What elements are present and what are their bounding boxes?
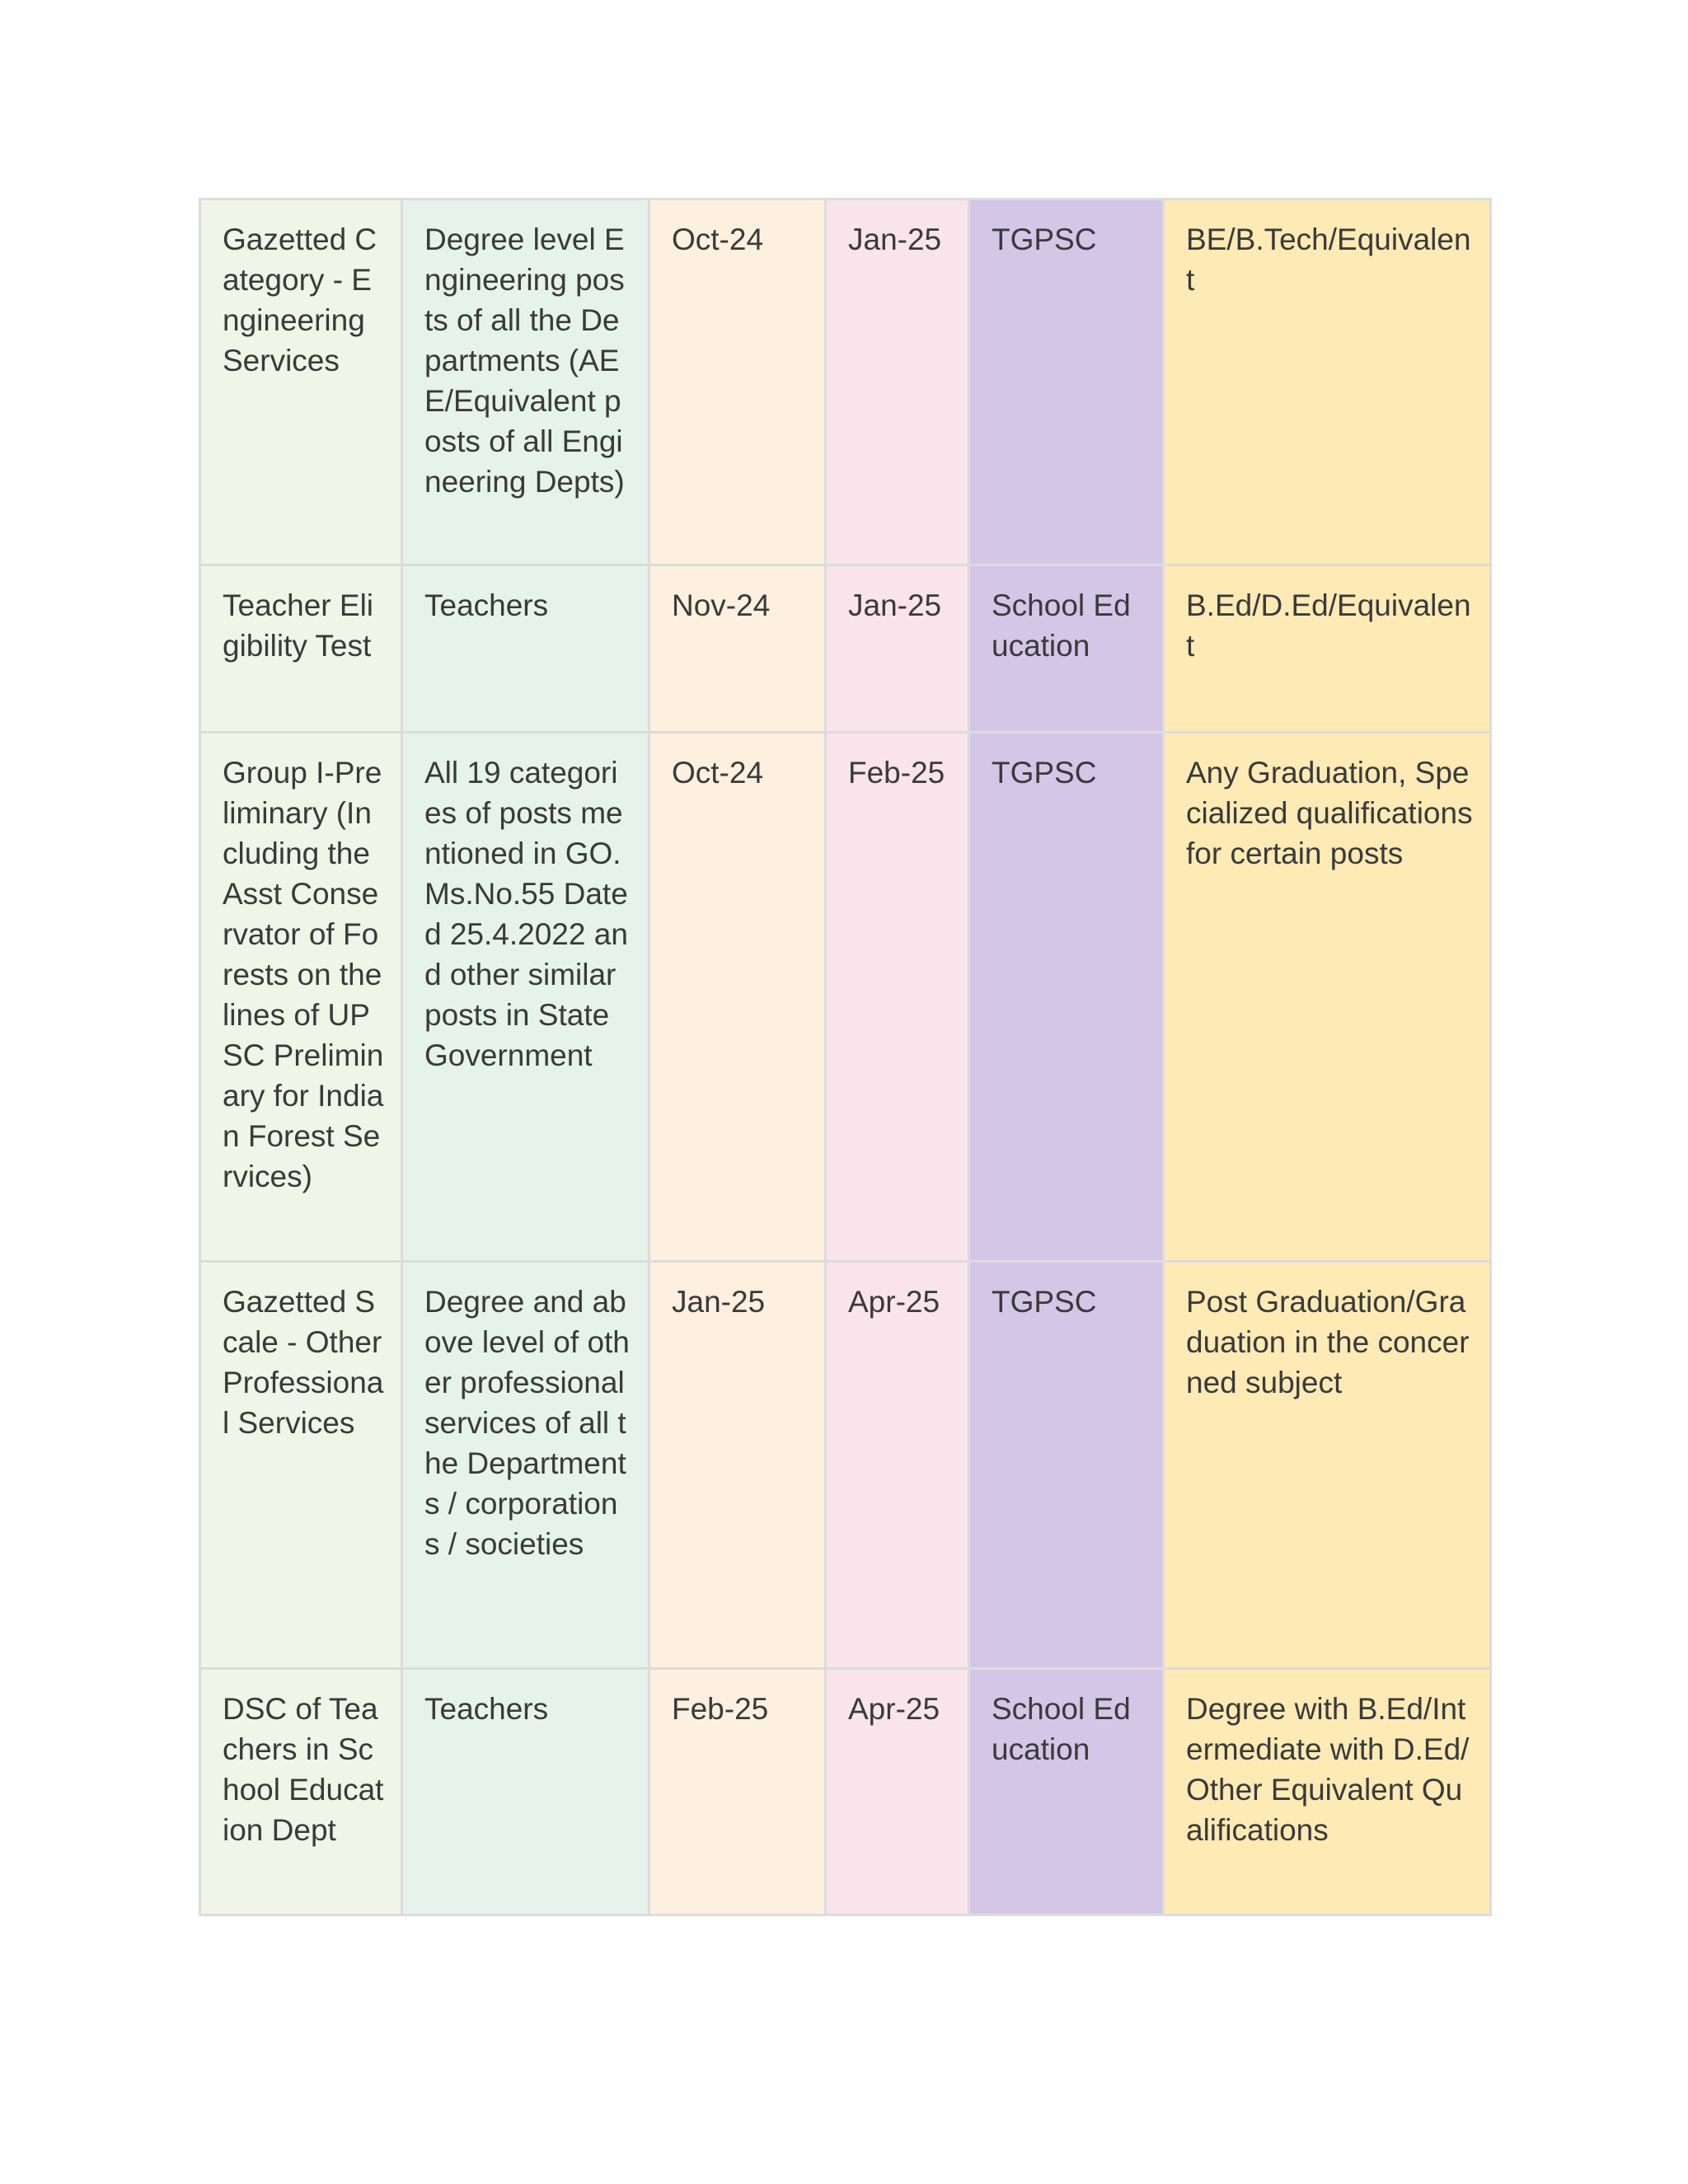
qualification-cell: Degree with B.Ed/Intermediate with D.Ed/Other Equivalent Qualifications: [1164, 1669, 1491, 1915]
table-row: [200, 733, 1491, 1262]
category-cell: Gazetted Category - Engineering Services: [200, 199, 402, 565]
notification-date-cell: Jan-25: [649, 1262, 826, 1669]
agency-cell: School Education: [969, 1669, 1164, 1915]
posts-cell: Degree level Engineering posts of all the Departments (AEE/Equivalent posts of all Engineering Depts): [402, 199, 649, 565]
category-cell: DSC of Teachers in School Education Dept: [200, 1669, 402, 1915]
notification-date-cell: Oct-24: [649, 733, 826, 1262]
agency-cell: School Education: [969, 565, 1164, 733]
exam-date-cell: Apr-25: [826, 1262, 969, 1669]
posts-cell: Teachers: [402, 1669, 649, 1915]
qualification-cell: BE/B.Tech/Equivalent: [1164, 199, 1491, 565]
notification-date-cell: Feb-25: [649, 1669, 826, 1915]
posts-cell: All 19 categories of posts mentioned in GO.Ms.No.55 Dated 25.4.2022 and other similar posts in State Government: [402, 733, 649, 1262]
agency-cell: TGPSC: [969, 733, 1164, 1262]
category-cell: Teacher Eligibility Test: [200, 565, 402, 733]
table-row: [200, 1262, 1491, 1669]
qualification-cell: Post Graduation/Graduation in the concerned subject: [1164, 1262, 1491, 1669]
exam-date-cell: Apr-25: [826, 1669, 969, 1915]
recruitment-calendar-table: [199, 198, 1492, 1916]
exam-date-cell: Jan-25: [826, 199, 969, 565]
exam-date-cell: Feb-25: [826, 733, 969, 1262]
notification-date-cell: Nov-24: [649, 565, 826, 733]
agency-cell: TGPSC: [969, 1262, 1164, 1669]
notification-date-cell: Oct-24: [649, 199, 826, 565]
category-cell: Group I-Preliminary (Including the Asst Conservator of Forests on the lines of UPSC Preliminary for Indian Forest Services): [200, 733, 402, 1262]
table-row: [200, 1669, 1491, 1915]
agency-cell: TGPSC: [969, 199, 1164, 565]
table-row: [200, 199, 1491, 565]
exam-date-cell: Jan-25: [826, 565, 969, 733]
posts-cell: Degree and above level of other professional services of all the Departments / corporations / societies: [402, 1262, 649, 1669]
posts-cell: Teachers: [402, 565, 649, 733]
qualification-cell: B.Ed/D.Ed/Equivalent: [1164, 565, 1491, 733]
qualification-cell: Any Graduation, Specialized qualifications for certain posts: [1164, 733, 1491, 1262]
category-cell: Gazetted Scale - Other Professional Services: [200, 1262, 402, 1669]
table-row: [200, 565, 1491, 733]
